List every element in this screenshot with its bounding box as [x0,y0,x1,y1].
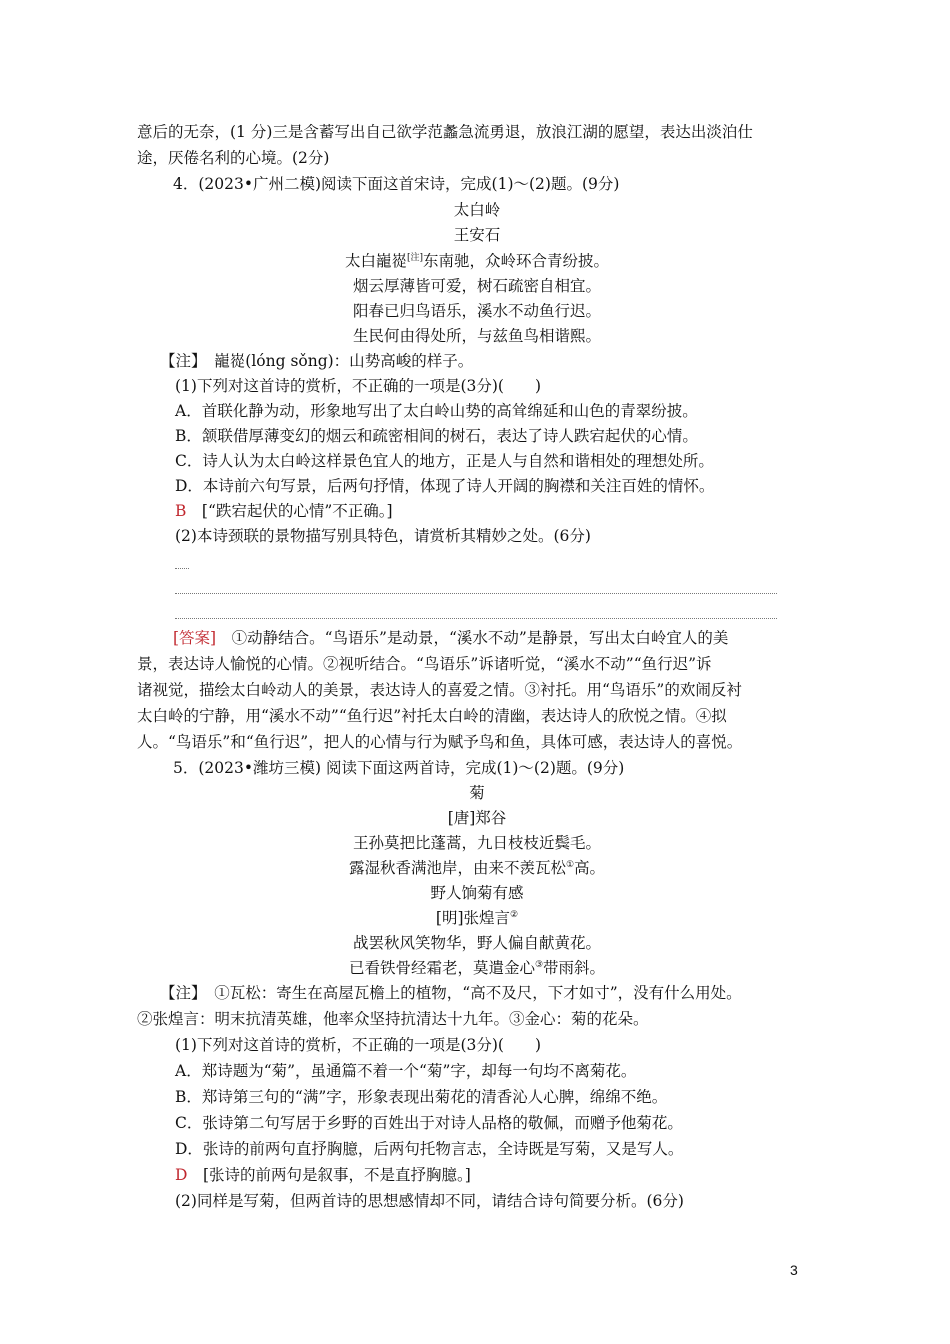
q4-poem-line-2: 烟云厚薄皆可爱，树石疏密自相宜。 [352,277,601,295]
q5-note-marker-1: ① [565,860,575,870]
q4-note: 【注】 巃嵸(lóng sǒng)：山势高峻的样子。 [160,352,474,370]
q4-poem-line-3: 阳春已归鸟语乐，溪水不动鱼行迟。 [352,302,601,320]
q4-note-marker: [注] [406,253,424,263]
q4-answer-line-3: 诸视觉，描绘太白岭动人的美景，表达诗人的喜爱之情。③衬托。用“鸟语乐”的欢闹反衬 [137,681,742,699]
q4-option-d: D．本诗前六句写景，后两句抒情，体现了诗人开阔的胸襟和关注百姓的情怀。 [175,477,715,495]
q5-note-marker-3: ③ [534,960,544,970]
q4-note-label: 【注】 [160,352,199,370]
q5-note-label: 【注】 [160,984,199,1002]
q5-sub1: (1)下列对这首诗的赏析，不正确的一项是(3分)( ) [175,1036,542,1054]
q5-poem2-line-2: 已看铁骨经霜老，莫遣金心③带雨斜。 [348,959,606,977]
q4-answer-line-2: 景，表达诗人愉悦的心情。②视听结合。“鸟语乐”诉诸听觉，“溪水不动”“鱼行迟”诉 [137,655,712,673]
q5-note-line-1: 【注】 ①瓦松：寄生在高屋瓦檐上的植物，“高不及尺，下才如寸”，没有什么用处。 [160,984,742,1002]
q5-poem2-author: [明]张煌言② [435,909,519,927]
q4-answer-key: B [“跌宕起伏的心情”不正确。] [175,502,393,520]
q5-option-b: B．郑诗第三句的“满”字，形象表现出菊花的清香沁人心脾，绵绵不绝。 [175,1088,668,1106]
intro-line-2: 途，厌倦名利的心境。(2分) [137,149,330,167]
q5-answer-letter: D [175,1166,188,1184]
q4-poem-author: 王安石 [453,226,501,244]
q5-sub2: (2)同样是写菊，但两首诗的思想感情却不同，请结合诗句简要分析。(6分) [175,1192,684,1210]
q4-answer-line-5: 人。“鸟语乐”和“鱼行迟”，把人的心情与行为赋予鸟和鱼，具体可感，表达诗人的喜悦。 [137,733,743,751]
q5-note-line-2: ②张煌言：明末抗清英雄，他率众坚持抗清达十九年。③金心：菊的花朵。 [137,1010,649,1028]
q5-poem1-title: 菊 [469,784,485,802]
q4-sub2: (2)本诗颈联的景物描写别具特色，请赏析其精妙之处。(6分) [175,527,591,545]
q4-sub1: (1)下列对这首诗的赏析，不正确的一项是(3分)( ) [175,377,542,395]
answer-blank-line-2 [175,618,777,619]
q4-poem-title: 太白岭 [453,201,501,219]
q4-answer-line-1: [答案] ①动静结合。“鸟语乐”是动景，“溪水不动”是静景，写出太白岭宜人的美 [173,629,729,647]
q4-header: 4．(2023•广州二模)阅读下面这首宋诗，完成(1)～(2)题。(9分) [173,175,620,193]
q4-option-c: C．诗人认为太白岭这样景色宜人的地方，正是人与自然和谐相处的理想处所。 [175,452,714,470]
q5-poem1-line-2: 露湿秋香满池岸，由来不羡瓦松①高。 [348,859,606,877]
q5-poem2-line-1: 战罢秋风笑物华，野人偏自献黄花。 [352,934,601,952]
q5-poem2-title: 野人饷菊有感 [430,884,524,902]
q4-answer-letter: B [175,502,187,520]
q5-option-c: C．张诗第二句写居于乡野的百姓出于对诗人品格的敬佩，而赠予他菊花。 [175,1114,683,1132]
q4-answer-label: [答案] [173,629,217,647]
q5-header: 5．(2023•潍坊三模) 阅读下面这两首诗，完成(1)～(2)题。(9分) [173,759,625,777]
q5-option-d: D．张诗的前两句直抒胸臆，后两句托物言志，全诗既是写菊，又是写人。 [175,1140,684,1158]
answer-blank-short [175,568,189,569]
answer-blank-line-1 [175,593,777,594]
page-number: 3 [790,1262,798,1278]
q5-option-a: A．郑诗题为“菊”，虽通篇不着一个“菊”字，却每一句均不离菊花。 [175,1062,637,1080]
q5-note-marker-2: ② [510,910,519,920]
q4-answer-line-4: 太白岭的宁静，用“溪水不动”“鱼行迟”衬托太白岭的清幽，表达诗人的欣悦之情。④拟 [137,707,727,725]
q5-poem1-line-1: 王孙莫把比蓬蒿，九日枝枝近鬓毛。 [352,834,601,852]
q4-option-a: A．首联化静为动，形象地写出了太白岭山势的高耸绵延和山色的青翠纷披。 [175,402,698,420]
q5-poem1-author: [唐]郑谷 [447,809,507,827]
q4-poem-line-1: 太白巃嵸[注]东南驰，众岭环合青纷披。 [344,252,610,270]
q4-poem-line-4: 生民何由得处所，与兹鱼鸟相谐熙。 [352,327,601,345]
q5-answer-key: D [张诗的前两句是叙事，不是直抒胸臆。] [175,1166,471,1184]
q4-option-b: B．颔联借厚薄变幻的烟云和疏密相间的树石，表达了诗人跌宕起伏的心情。 [175,427,698,445]
intro-line-1: 意后的无奈，(1 分)三是含蓄写出自己欲学范蠡急流勇退，放浪江湖的愿望，表达出淡泊仕 [137,123,753,141]
